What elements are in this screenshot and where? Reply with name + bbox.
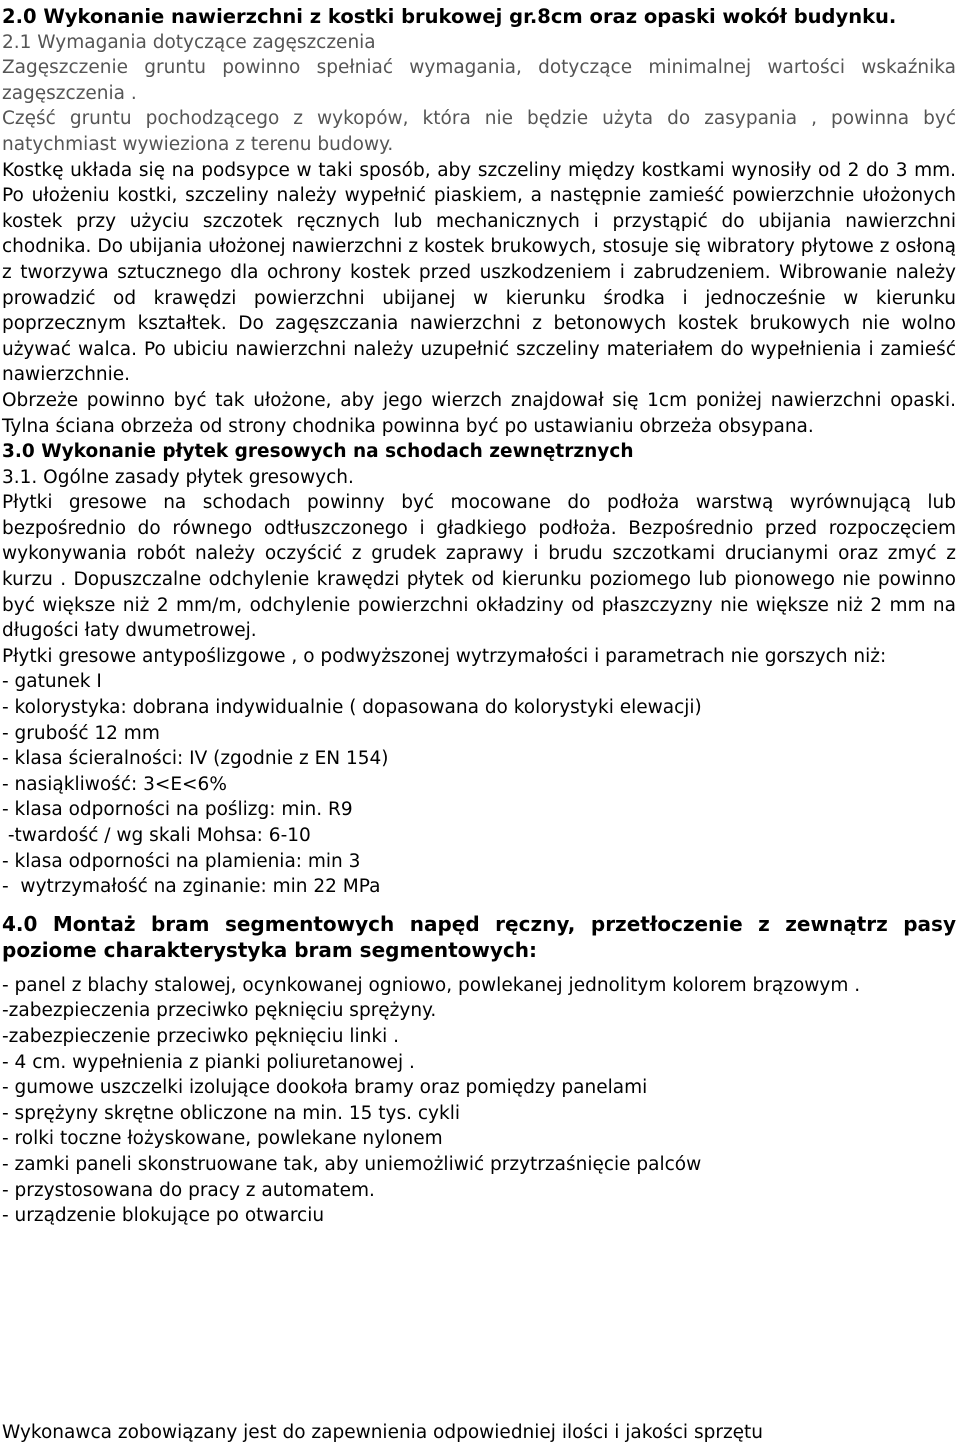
- paragraph-panel: - panel z blachy stalowej, ocynkowanej ogniowo, powlekanej jednolitym kolorem brązowym .: [2, 974, 861, 996]
- paragraph-tile-requirements: Płytki gresowe antypoślizgowe , o podwyższonej wytrzymałości i parametrach nie gorszych niż:: [2, 645, 887, 667]
- paragraph-equipment-note: Wykonawca zobowiązany jest do zapewnienia odpowiedniej ilości i jakości sprzętu: [2, 1422, 764, 1443]
- list-item: -twardość / wg skali Mohsa: 6-10: [2, 825, 311, 846]
- section-4-heading: 4.0 Montaż bram segmentowych napęd ręczny, przetłoczenie z zewnątrz pasy poziome charakterystyka bram segmentowych:: [2, 911, 956, 962]
- list-item: - gumowe uszczelki izolujące dookoła bramy oraz pomiędzy panelami: [2, 1077, 648, 1099]
- list-item: - przystosowana do pracy z automatem.: [2, 1179, 375, 1201]
- list-item: - gatunek I: [2, 671, 102, 693]
- paragraph-curb: Obrzeże powinno być tak ułożone, aby jego wierzch znajdował się 1cm poniżej nawierzchni opaski. Tylna ściana obrzeża od strony chodnika powinna być po ustawianiu obrzeża obsypana.: [2, 389, 956, 437]
- tile-parameters-list: [2, 669, 956, 899]
- paragraph-tile-installation: Płytki gresowe na schodach powinny być mocowane do podłoża warstwą wyrównującą lub bezpośrednio do równego odtłuszczonego i gładkiego podłoża. Bezpośrednio przed rozpoczęciem wykonywania robót należy oczyścić z grudek zaprawy i brudu szczotkami drucianymi oraz zmyć z kurzu . Dopuszczalne odchylenie krawędzi płytek od kierunku poziomego lub pionowego nie powinno być większe niż 2 mm/m, odchylenie powierzchni okładziny od płaszczyzny nie większe niż 2 mm na długości łaty dwumetrowej.: [2, 492, 956, 642]
- list-item: - 4 cm. wypełnienia z pianki poliuretanowej .: [2, 1051, 415, 1073]
- list-item: - sprężyny skrętne obliczone na min. 15 tys. cykli: [2, 1102, 460, 1124]
- section-2-heading: 2.0 Wykonanie nawierzchni z kostki brukowej gr.8cm oraz opaski wokół budynku.: [2, 5, 897, 28]
- paragraph-compaction: Zagęszczenie gruntu powinno spełniać wymagania, dotyczące minimalnej wartości wskaźnika zagęszczenia .: [2, 57, 956, 104]
- list-item: - klasa odporności na poślizg: min. R9: [2, 799, 353, 821]
- list-item: - rolki toczne łożyskowane, powlekane nylonem: [2, 1128, 443, 1150]
- list-item: - nasiąkliwość: 3<E<6%: [2, 773, 227, 795]
- list-item: -zabezpieczenie przeciwko pęknięciu linki .: [2, 1025, 399, 1047]
- list-item: - zamki paneli skonstruowane tak, aby uniemożliwić przytrzaśnięcie palców: [2, 1153, 702, 1175]
- subsection-3-1-heading: 3.1. Ogólne zasady płytek gresowych.: [2, 466, 354, 488]
- paragraph-excavated-soil: Część gruntu pochodzącego z wykopów, która nie będzie użyta do zasypania , powinna być natychmiast wywieziona z terenu budowy.: [2, 108, 956, 155]
- list-item: - kolorystyka: dobrana indywidualnie ( dopasowana do kolorystyki elewacji): [2, 697, 702, 719]
- list-item: - wytrzymałość na zginanie: min 22 MPa: [2, 876, 381, 898]
- section-3-heading: 3.0 Wykonanie płytek gresowych na schodach zewnętrznych: [2, 441, 634, 463]
- list-item: - urządzenie blokujące po otwarciu: [2, 1205, 325, 1227]
- gate-features-list: [2, 998, 956, 1228]
- subsection-2-1-heading: 2.1 Wymagania dotyczące zagęszczenia: [2, 31, 376, 53]
- paragraph-paving-laying: Kostkę układa się na podsypce w taki sposób, aby szczeliny między kostkami wynosiły od 2 do 3 mm. Po ułożeniu kostki, szczeliny należy wypełnić piaskiem, a następnie zamieść powierzchnie ułożonych kostek przy użyciu szczotek ręcznych lub mechanicznych i przystąpić do ubijania nawierzchni chodnika. Do ubijania ułożonej nawierzchni z kostek brukowych, stosuje się wibratory płytowe z osłoną z tworzywa sztucznego dla ochrony kostek przed uszkodzeniem i zabrudzeniem. Wibrowanie należy prowadzić od krawędzi powierzchni ubijanej w kierunku środka i jednocześnie w kierunku poprzecznym kształtek. Do zagęszczania nawierzchni z betonowych kostek brukowych nie wolno używać walca. Po ubiciu nawierzchni należy uzupełnić szczeliny materiałem do wypełnienia i zamieść nawierzchnie.: [2, 159, 956, 386]
- list-item: - klasa ścieralności: IV (zgodnie z EN 154): [2, 748, 389, 770]
- list-item: - klasa odporności na plamienia: min 3: [2, 850, 361, 872]
- list-item: -zabezpieczenia przeciwko pęknięciu sprężyny.: [2, 1000, 437, 1022]
- list-item: - grubość 12 mm: [2, 722, 160, 744]
